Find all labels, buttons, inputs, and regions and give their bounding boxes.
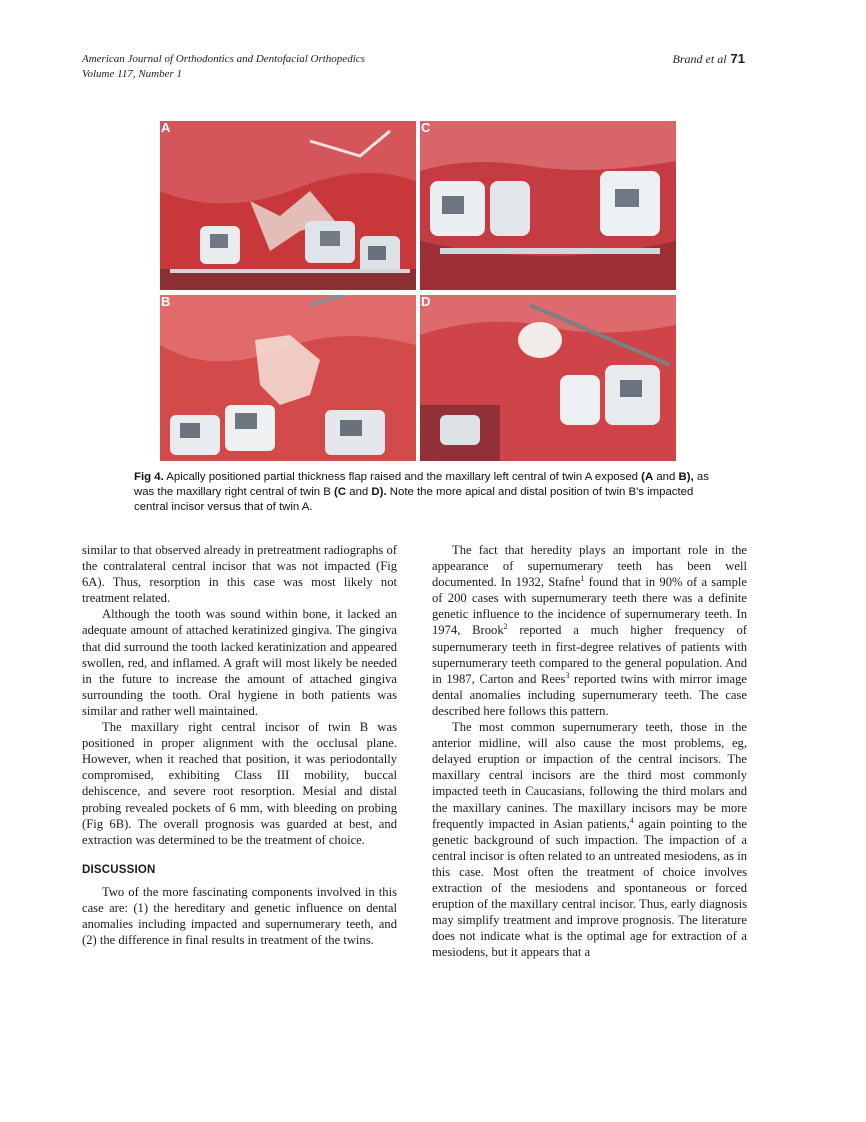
paragraph (432, 719, 747, 960)
paragraph: Although the tooth was sound within bone, it lacked an adequate amount of attached keratinized gingiva. The gingiva that did surround the tooth lacked keratinization and appeared swollen, red, and inflamed. A graft will most likely be needed in the future to increase the amount of attached gingiva surrounding the tooth. Oral hygiene in both patients was similar and rather well maintained. (82, 607, 397, 718)
left-column (82, 542, 397, 948)
caption-ref-1: (A (641, 471, 654, 483)
paragraph (432, 542, 747, 719)
running-header-page (673, 51, 745, 67)
photo-panel-a (160, 121, 416, 290)
reference-marker: 3 (565, 670, 570, 680)
caption-text-5: Note the more apical and distal position of twin B's impacted central incisor versus that of twin A. (134, 486, 694, 513)
paragraph: similar to that observed already in pretreatment radiographs of the contralateral central incisor that was not impacted (Fig 6A). Thus, resorption in this case was most likely not treatment related. (82, 543, 397, 606)
reference-marker: 4 (629, 815, 634, 825)
clinical-photo-d (420, 295, 676, 461)
text-segment: again pointing to the genetic background of such impaction. The impaction of a central incisor is often related to an untreated mesiodens, as in this case. Most often the treatment of choice involves extraction of the mesiodens and spontaneous or forced eruption of the maxillary central incisor. Thus, early diagnosis may simplify treatment and improve prognosis. The literature does not indicate what is the optimal age for extraction of a mesiodens, but it appears that a (432, 816, 747, 960)
text-segment: The fact that heredity plays an important role in the appearance of supernumerary teeth has been well documented. In 1932, Stafne (432, 543, 747, 590)
journal-volume: Volume 117, Number 1 (82, 68, 183, 80)
clinical-photo-c (420, 121, 676, 290)
right-column (432, 542, 747, 960)
figure-caption (134, 470, 714, 515)
panel-label-a: A (161, 121, 171, 135)
caption-lead: Fig 4. (134, 471, 164, 483)
caption-ref-2: B), (678, 471, 694, 483)
clinical-photo-a (160, 121, 416, 290)
text-segment: found that in 90% of a sample of 200 cases with supernumerary teeth there was a definite genetic influence to the incidence of supernumerary teeth. In 1974, Brook (432, 575, 747, 638)
author-line: Brand et al (672, 52, 727, 66)
paragraph: Two of the more fascinating components involved in this case are: (1) the hereditary and genetic influence on dental anomalies including impacted and supernumerary teeth, and (2) the difference in final results in treatment of the twins. (82, 884, 397, 948)
running-header-journal (82, 52, 365, 82)
text-segment: reported twins with mirror image dental anomalies including supernumerary teeth. The case described here follows this pattern. (432, 671, 747, 718)
panel-label-d: D (421, 295, 431, 309)
caption-text-4: and (346, 486, 372, 498)
paragraph: The maxillary right central incisor of twin B was positioned in proper alignment with the occlusal plane. However, when it reached that position, it was periodontally compromised, exhibiting Class III mobility, buccal dehiscence, and severe root resorption. Mesial and distal probing revealed pockets of 6 mm, with bleeding on probing (Fig 6B). The overall prognosis was guarded at best, and extraction was determined to be the treatment of choice. (82, 720, 397, 847)
caption-text-3: as was the maxillary right central of twin B (134, 471, 709, 498)
text-segment: The most common supernumerary teeth, those in the anterior midline, will also cause the most problems, eg, delayed eruption or impaction of the central incisors. The maxillary central incisors are the third most commonly impacted teeth in Caucasians, following the third molars and the maxillary canines. The maxillary incisors may be more frequently impacted in Asian patients, (432, 720, 747, 831)
clinical-photo-b (160, 295, 416, 461)
photo-panel-c (420, 121, 676, 290)
reference-marker: 1 (580, 574, 585, 583)
journal-title: American Journal of Orthodontics and Dentofacial Orthopedics (82, 53, 365, 65)
caption-ref-4: D). (371, 486, 387, 498)
caption-ref-3: (C (334, 486, 347, 498)
photo-panel-d (420, 295, 676, 461)
caption-text-2: and (653, 471, 679, 483)
reference-marker: 2 (503, 622, 508, 632)
panel-label-c: C (421, 121, 431, 135)
section-heading-discussion: DISCUSSION (82, 863, 156, 876)
caption-text-1: Apically positioned partial thickness flap raised and the maxillary left central of twin A exposed (163, 471, 642, 483)
text-segment: reported a much higher frequency of supernumerary teeth in first-degree relatives of patients with supernumerary teeth compared to the general population. And in 1987, Carton and Rees (432, 623, 747, 686)
page-number: 71 (730, 51, 745, 66)
photo-panel-b (160, 295, 416, 461)
figure-4 (160, 121, 676, 461)
panel-label-b: B (161, 295, 171, 309)
